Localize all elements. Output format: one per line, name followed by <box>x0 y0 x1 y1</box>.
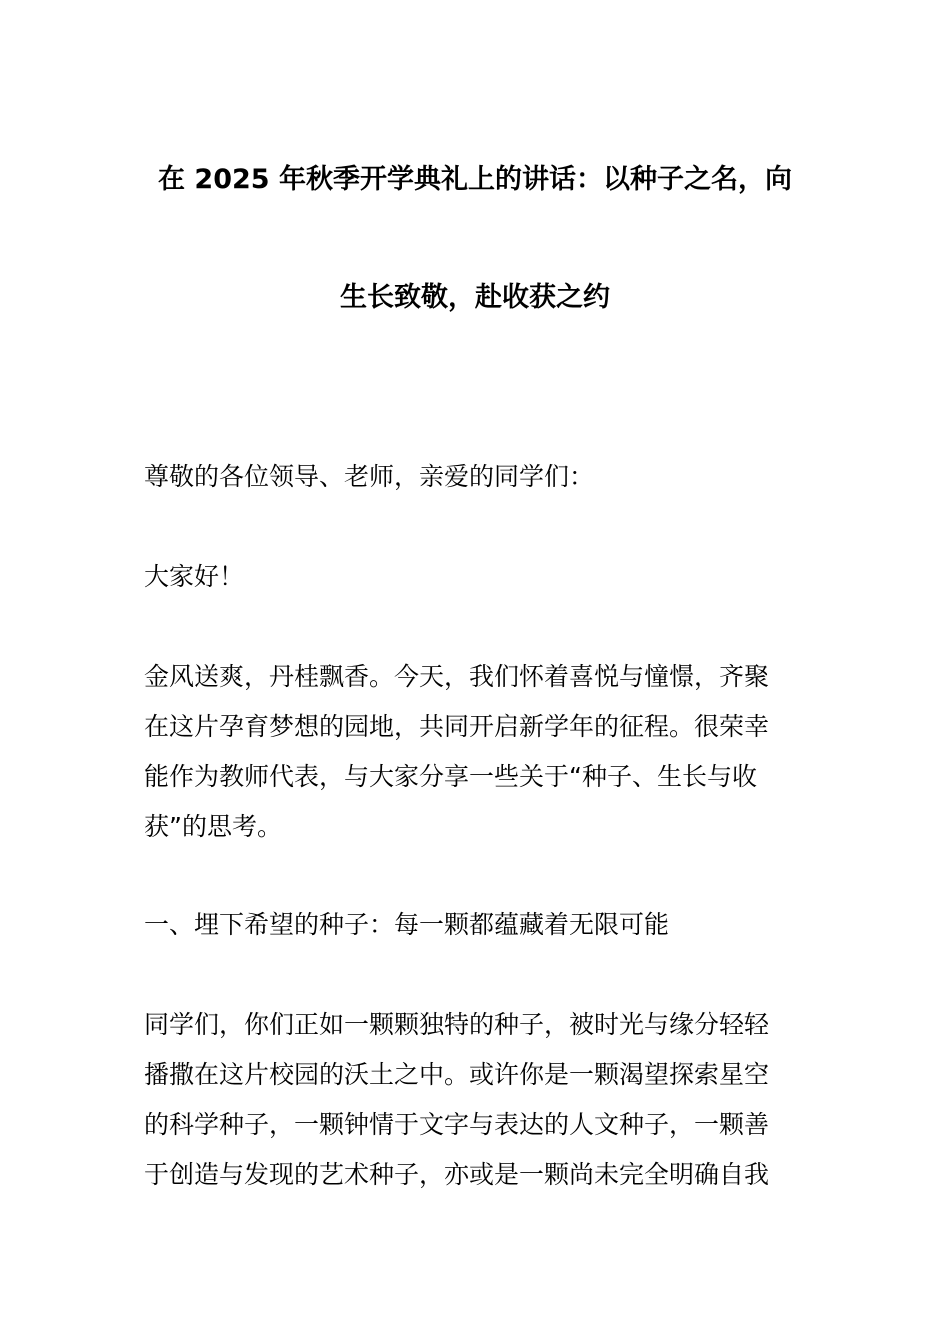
document-title-line-2: 生长致敬，赴收获之约 <box>340 282 610 313</box>
section-heading-text: 一、埋下希望的种子：每一颗都蕴藏着无限可能 <box>144 910 670 939</box>
document-title-line-1: 在 2025 年秋季开学典礼上的讲话：以种子之名，向 <box>158 164 792 195</box>
section-1-line: 于创造与发现的艺术种子，亦或是一颗尚未完全明确自我 <box>144 1160 770 1189</box>
section-1-line: 播撒在这片校园的沃土之中。或许你是一颗渴望探索星空 <box>144 1060 770 1089</box>
section-1-heading <box>144 900 810 950</box>
greeting-text: 大家好！ <box>144 562 245 591</box>
intro-line: 能作为教师代表，与大家分享一些关于“种子、生长与收 <box>144 762 757 791</box>
greeting <box>144 552 810 602</box>
intro-line: 金风送爽，丹桂飘香。今天，我们怀着喜悦与憧憬，齐聚 <box>144 662 770 691</box>
intro-line: 在这片孕育梦想的园地，共同开启新学年的征程。很荣幸 <box>144 712 770 741</box>
salutation <box>144 452 810 502</box>
section-1-line: 的科学种子，一颗钟情于文字与表达的人文种子，一颗善 <box>144 1110 770 1139</box>
intro-paragraph <box>144 652 810 852</box>
intro-line: 获”的思考。 <box>144 812 282 841</box>
section-1-line: 同学们，你们正如一颗颗独特的种子，被时光与缘分轻轻 <box>144 1010 770 1039</box>
section-1-paragraph <box>144 1000 810 1200</box>
salutation-text: 尊敬的各位领导、老师，亲爱的同学们： <box>144 462 595 491</box>
